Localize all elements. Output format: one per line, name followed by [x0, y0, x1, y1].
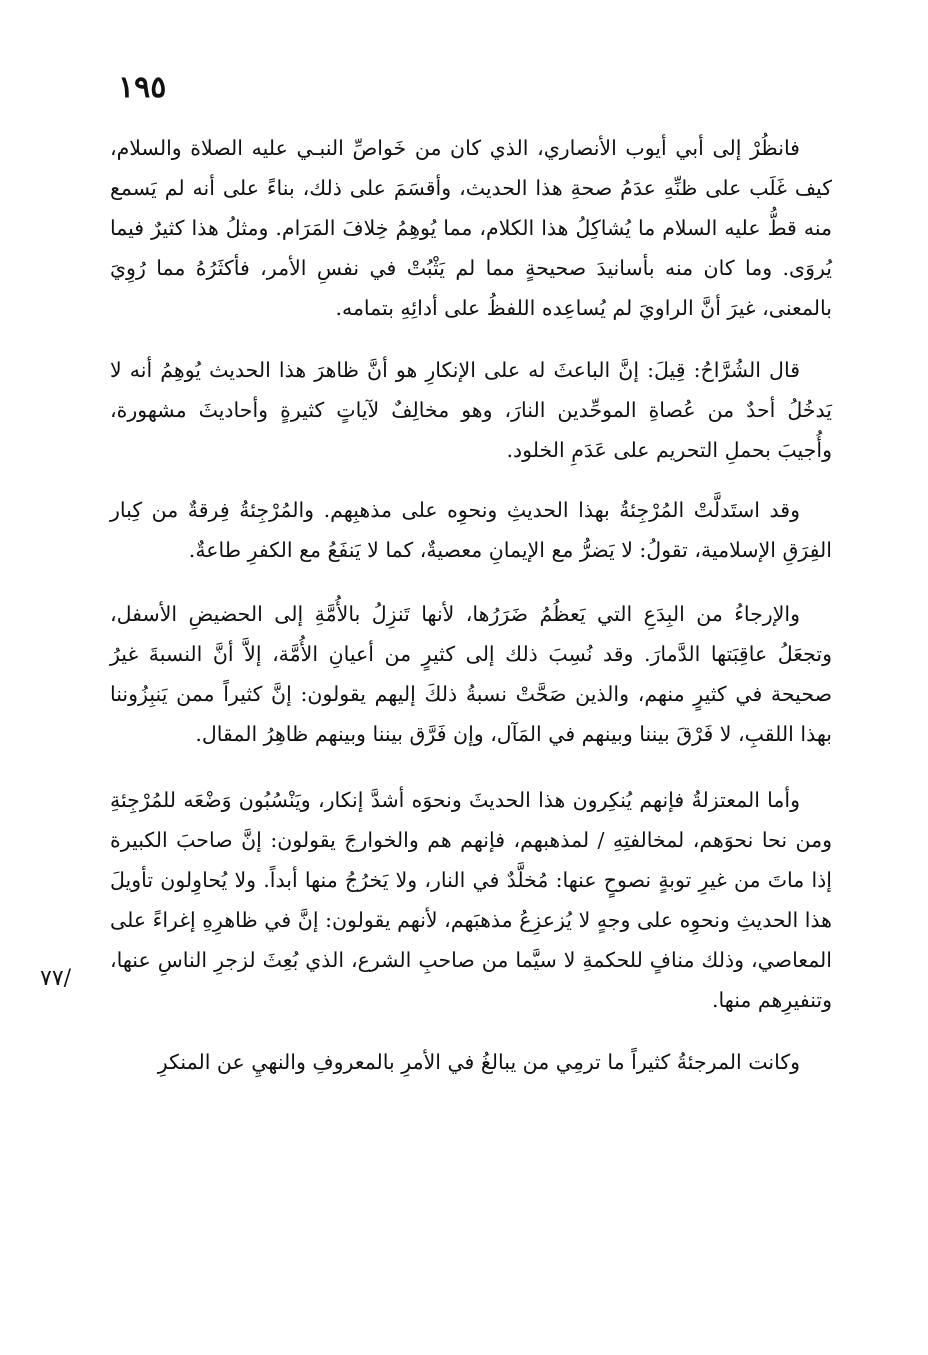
margin-note: ٧٧/ — [40, 966, 72, 991]
paragraph-commentators: قال الشُرَّاحُ: قِيلَ: إنَّ الباعثَ له على الإنكارِ هو أنَّ ظاهرَ هذا الحديث يُوهِمُ أنه لا يَدخُلُ أحدٌ من عُصاةِ الموحِّدين النارَ، وهو مخالِفٌ لآياتٍ كثيرةٍ وأحاديثَ مشهورة، وأُجيبَ بحملِ التحريم على عَدَمِ الخلود. — [110, 358, 832, 462]
paragraph-murjia-accusation: وكانت المرجئةُ كثيراً ما ترمِي من يبالغُ في الأمرِ بالمعروفِ والنهيِ عن المنكرِ — [157, 1050, 800, 1074]
paragraph-mutazila: وأما المعتزلةُ فإنهم يُنكِرون هذا الحديثَ ونحوَه أشدَّ إنكار، ويَنْسُبُون وَضْعَه للمُرْجِئةِ ومن نحا نحوَهم، لمخالفتِهِ / لمذهبهم، فإنهم هم والخوارجَ يقولون: إنَّ صاحبَ الكبيرة إذا ماتَ من غيرِ توبةٍ نصوحٍ عنها: مُخلَّدٌ في النار، ولا يَخرُجُ منها أبداً. ولا يُحاوِلون تأويلَ هذا الحديثِ ونحوِه على وجهٍ لا يُزعزِعُ مذهبَهم، لأنهم يقولون: إنَّ في ظاهرِهِ إغراءً على المعاصي، وذلك منافٍ للحكمةِ لا سيَّما من صاحبِ الشرع، الذي بُعِثَ لزجرِ الناسِ عنها، وتنفيرِهم منها. — [110, 788, 832, 1012]
paragraph-irja: والإرجاءُ من البِدَعِ التي يَعظُمُ ضَرَرُها، لأنها تَنزِلُ بالأُمَّةِ إلى الحضيضِ الأسفل، وتجعَلُ عاقِبَتها الدَّمارَ. وقد نُسِبَ ذلك إلى كثيرٍ من أعيانِ الأُمَّة، إلاَّ أنَّ النسبةَ غيرُ صحيحة في كثيرٍ منهم، والذين صَحَّتْ نسبةُ ذلكَ إليهم يقولون: إنَّ كثيراً ممن يَنبِزُوننا بهذا اللقبِ، لا فَرْقَ بيننا وبينهم في المَآل، وإن فَرَّق بيننا وبينهم ظاهِرُ المقال. — [110, 602, 832, 746]
body-text — [110, 128, 832, 1082]
paragraph-murjia-definition: وقد استَدلَّتْ المُرْجِئةُ بهذا الحديثِ ونحوِه على مذهبِهم. والمُرْجِئةُ فِرقةٌ من كِبار الفِرَقِ الإسلامية، تقولُ: لا يَضرُّ مع الإيمانِ معصيةٌ، كما لا يَنفَعُ مع الكفرِ طاعةٌ. — [110, 498, 832, 562]
paragraph-abu-ayyub: فانظُرْ إلى أبي أيوب الأنصاري، الذي كان من خَواصِّ النبـي عليه الصلاة والسلام، كيف غَلَب على ظنِّهِ عدَمُ صحةِ هذا الحديث، وأقسَمَ على ذلك، بناءً على أنه لم يَسمع منه قطُّ عليه السلام ما يُشاكِلُ هذا الكلام، مما يُوهِمُ خِلافَ المَرَام. ومثلُ هذا كثيرٌ فيما يُروَى. وما كان منه بأسانيدَ صحيحةٍ مما لم يَثْبُتْ في نفسِ الأمر، فأكثَرُهُ مما رُوِيَ بالمعنى، غيرَ أنَّ الراويَ لم يُساعِده اللفظُ على أدائِهِ بتمامه. — [110, 136, 832, 320]
page-number: ١٩٥ — [118, 70, 167, 105]
